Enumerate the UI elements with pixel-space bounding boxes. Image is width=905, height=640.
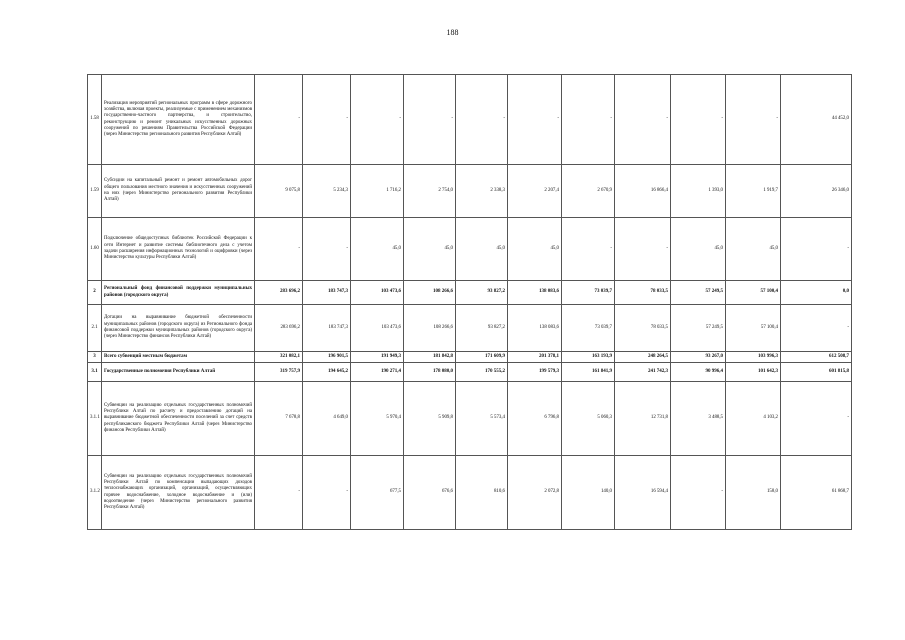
row-number: 2.1: [88, 305, 102, 352]
value-cell: 4 649,0: [303, 382, 351, 456]
value-cell: 4 103,2: [726, 382, 781, 456]
value-cell: 16 866,4: [615, 165, 671, 218]
value-cell: -: [255, 218, 303, 281]
row-description: Дотации на выравнивание бюджетной обеспеченности муниципальных районов (городского округа) из Регионального фонда финансовой поддержки муниципальных районов (городского округа) (через Министерство финансов Республики Алтай): [102, 305, 255, 352]
value-cell: 5 234,3: [303, 165, 351, 218]
value-cell: 57 100,4: [726, 305, 781, 352]
value-cell: 601 815,8: [781, 363, 852, 382]
value-cell: 1 393,0: [671, 165, 726, 218]
value-cell: 26 346,0: [781, 165, 852, 218]
value-cell: 190 271,4: [351, 363, 404, 382]
row-number: 3.1: [88, 363, 102, 382]
row-number: 1.59: [88, 165, 102, 218]
value-cell: 248 264,5: [615, 352, 671, 363]
value-cell: -: [615, 75, 671, 165]
table-row: [88, 305, 852, 352]
value-cell: -: [562, 218, 615, 281]
value-cell: 1 919,7: [726, 165, 781, 218]
value-cell: 57 249,5: [671, 281, 726, 305]
value-cell: -: [255, 456, 303, 530]
value-cell: 321 082,1: [255, 352, 303, 363]
value-cell: 163 193,9: [562, 352, 615, 363]
value-cell: -: [781, 218, 852, 281]
value-cell: 283 696,2: [255, 305, 303, 352]
row-description: Региональный фонд финансовой поддержки муниципальных районов (городского округа): [102, 281, 255, 305]
value-cell: 2 338,3: [456, 165, 508, 218]
table-row: [88, 281, 852, 305]
value-cell: 201 378,1: [508, 352, 562, 363]
value-cell: -: [456, 75, 508, 165]
value-cell: 191 949,3: [351, 352, 404, 363]
value-cell: 0,0: [781, 281, 852, 305]
row-number: 1.58: [88, 75, 102, 165]
value-cell: 6 796,8: [508, 382, 562, 456]
row-description: Субвенции на реализацию отдельных государственных полномочий Республики Алтай по компенсации выпадающих доходов теплоснабжающих организаций, организаций, осуществляющих горячее водоснабжение, холодное водоснабжение и (или) водоотведение (через Министерство регионального развития Республики Алтай): [102, 456, 255, 530]
row-number: 1.60: [88, 218, 102, 281]
value-cell: 73 039,7: [562, 281, 615, 305]
row-description: Подключение общедоступных библиотек Российской Федерации к сети Интернет и развитие системы библиотечного дела с учетом задачи расширения информационных технологий и оцифровки (через Министерство культуры Республики Алтай): [102, 218, 255, 281]
value-cell: 93 827,2: [456, 305, 508, 352]
row-number: 3.1.1: [88, 382, 102, 456]
row-description: Реализация мероприятий региональных программ в сфере дорожного хозяйства, включая проекты, реализуемые с применением механизмов государственно-частного партнерства, и строительство, реконструкцию и ремонт уникальных искусственных дорожных сооружений по решениям Правительства Российской Федерации (через Министерство регионального развития Республики Алтай): [102, 75, 255, 165]
value-cell: 9 075,8: [255, 165, 303, 218]
table-row: [88, 382, 852, 456]
value-cell: 101 642,3: [726, 363, 781, 382]
value-cell: 3 488,5: [671, 382, 726, 456]
value-cell: 45,0: [671, 218, 726, 281]
value-cell: -: [615, 218, 671, 281]
page-number: 188: [446, 28, 459, 37]
value-cell: 2 754,0: [404, 165, 456, 218]
value-cell: 16 594,4: [615, 456, 671, 530]
row-number: 3.1.2: [88, 456, 102, 530]
value-cell: -: [726, 75, 781, 165]
value-cell: 612 508,7: [781, 352, 852, 363]
value-cell: 178 080,0: [404, 363, 456, 382]
value-cell: 170 555,2: [456, 363, 508, 382]
value-cell: -: [508, 75, 562, 165]
table-row: [88, 75, 852, 165]
value-cell: 90 996,4: [671, 363, 726, 382]
row-description: Всего субвенций местным бюджетам: [102, 352, 255, 363]
value-cell: 194 645,2: [303, 363, 351, 382]
value-cell: 319 757,9: [255, 363, 303, 382]
value-cell: 5 573,4: [456, 382, 508, 456]
value-cell: 171 609,9: [456, 352, 508, 363]
value-cell: 241 742,3: [615, 363, 671, 382]
value-cell: -: [303, 75, 351, 165]
value-cell: -: [255, 75, 303, 165]
value-cell: 108 266,6: [404, 281, 456, 305]
value-cell: 57 100,4: [726, 281, 781, 305]
value-cell: 93 267,0: [671, 352, 726, 363]
budget-table: [87, 74, 852, 530]
value-cell: 57 249,5: [671, 305, 726, 352]
row-description: Государственные полномочия Республики Алтай: [102, 363, 255, 382]
value-cell: 283 696,2: [255, 281, 303, 305]
value-cell: -: [671, 75, 726, 165]
row-number: 3: [88, 352, 102, 363]
value-cell: 138 083,6: [508, 305, 562, 352]
value-cell: 7 678,8: [255, 382, 303, 456]
table-row: [88, 363, 852, 382]
value-cell: 45,0: [351, 218, 404, 281]
value-cell: 2 072,8: [508, 456, 562, 530]
value-cell: 5 909,8: [404, 382, 456, 456]
value-cell: 161 841,9: [562, 363, 615, 382]
value-cell: 181 842,8: [404, 352, 456, 363]
value-cell: 103 473,6: [351, 305, 404, 352]
value-cell: 138 083,6: [508, 281, 562, 305]
value-cell: 196 901,5: [303, 352, 351, 363]
table-row: [88, 456, 852, 530]
value-cell: 45,0: [508, 218, 562, 281]
value-cell: 5 970,4: [351, 382, 404, 456]
value-cell: -: [781, 305, 852, 352]
value-cell: -: [351, 75, 404, 165]
value-cell: 676,6: [404, 456, 456, 530]
value-cell: 45,0: [404, 218, 456, 281]
value-cell: -: [562, 75, 615, 165]
value-cell: -: [303, 218, 351, 281]
value-cell: -: [404, 75, 456, 165]
value-cell: 2 207,4: [508, 165, 562, 218]
value-cell: 199 579,3: [508, 363, 562, 382]
value-cell: 45,0: [726, 218, 781, 281]
row-description: Субсидии на капитальный ремонт и ремонт автомобильных дорог общего пользования местного значения и искусственных сооружений на них (через Министерство регионального развития Республики Алтай): [102, 165, 255, 218]
value-cell: 61 868,7: [781, 456, 852, 530]
value-cell: 108 266,6: [404, 305, 456, 352]
value-cell: 158,0: [726, 456, 781, 530]
value-cell: 677,5: [351, 456, 404, 530]
value-cell: 1 716,2: [351, 165, 404, 218]
row-number: 2: [88, 281, 102, 305]
value-cell: 5 060,3: [562, 382, 615, 456]
value-cell: 93 827,2: [456, 281, 508, 305]
value-cell: -: [781, 382, 852, 456]
value-cell: -: [303, 456, 351, 530]
value-cell: -: [671, 456, 726, 530]
value-cell: 140,0: [562, 456, 615, 530]
row-description: Субвенции на реализацию отдельных государственных полномочий Республики Алтай по расчету и предоставлению дотаций на выравнивание бюджетной обеспеченности поселений за счет средств республиканского бюджета Республики Алтай (через Министерство финансов Республики Алтай): [102, 382, 255, 456]
value-cell: 12 731,8: [615, 382, 671, 456]
table-row: [88, 352, 852, 363]
value-cell: 183 747,3: [303, 281, 351, 305]
value-cell: 2 670,9: [562, 165, 615, 218]
value-cell: 183 747,3: [303, 305, 351, 352]
value-cell: 78 033,5: [615, 281, 671, 305]
value-cell: 45,0: [456, 218, 508, 281]
value-cell: 73 039,7: [562, 305, 615, 352]
value-cell: 78 033,5: [615, 305, 671, 352]
value-cell: 44 452,0: [781, 75, 852, 165]
value-cell: 103 996,3: [726, 352, 781, 363]
value-cell: 810,6: [456, 456, 508, 530]
value-cell: 103 473,6: [351, 281, 404, 305]
table-row: [88, 218, 852, 281]
table-row: [88, 165, 852, 218]
